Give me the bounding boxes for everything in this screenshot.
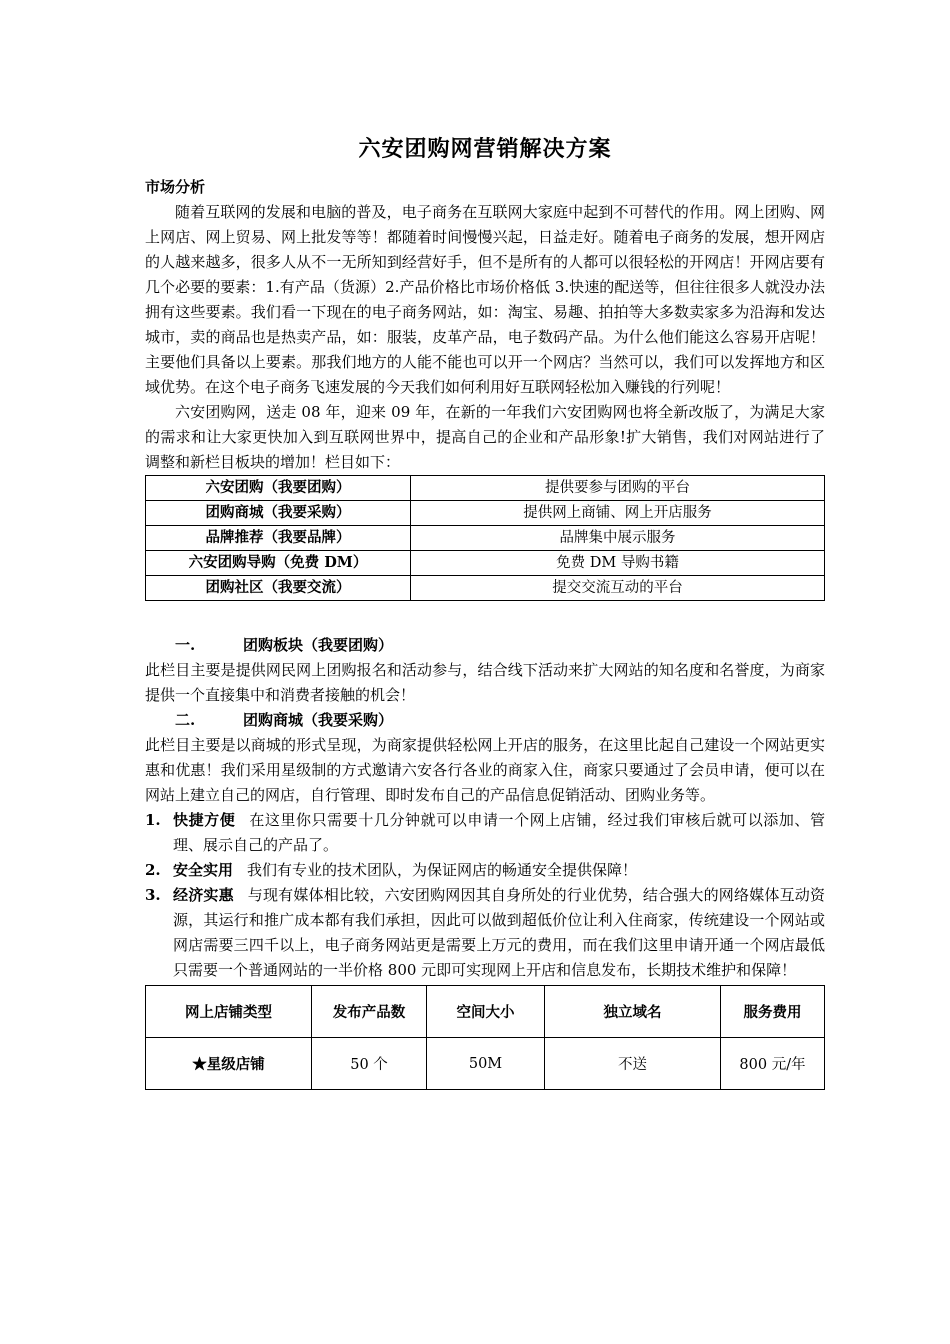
feature-term: 经济实惠: [173, 886, 234, 904]
column-name: 六安团购导购（免费 DM）: [146, 551, 411, 576]
column-desc: 提供要参与团购的平台: [411, 476, 825, 501]
column-desc: 品牌集中展示服务: [411, 526, 825, 551]
column-desc: 提供网上商铺、网上开店服务: [411, 501, 825, 526]
list-item: [145, 883, 825, 983]
feature-number: 1.: [145, 811, 161, 829]
table-row: [146, 526, 825, 551]
header-cell: 服务费用: [721, 986, 825, 1038]
table-cell: ★星级店铺: [146, 1038, 312, 1090]
column-name: 品牌推荐（我要品牌）: [146, 526, 411, 551]
table-header-row: [146, 986, 825, 1038]
market-paragraph-1: 随着互联网的发展和电脑的普及，电子商务在互联网大家庭中起到不可替代的作用。网上团购、网上网店、网上贸易、网上批发等等！都随着时间慢慢兴起，日益走好。随着电子商务的发展，想开网店的人越来越多，很多人从不一无所知到经营好手，但不是所有的人都可以很轻松的开网店！开网店要有几个必要的要素：1.有产品（货源）2.产品价格比市场价格低 3.快速的配送等，但往往很多人就没办法拥有这些要素。我们看一下现在的电子商务网站，如：淘宝、易趣、拍拍等大多数卖家多为沿海和发达城市，卖的商品也是热卖产品，如：服装，皮革产品，电子数码产品。为什么他们能这么容易开店呢！主要他们具备以上要素。那我们地方的人能不能也可以开一个网店？当然可以，我们可以发挥地方和区域优势。在这个电子商务飞速发展的今天我们如何利用好互联网轻松加入赚钱的行列呢！: [145, 203, 825, 396]
section-1-text: 此栏目主要是提供网民网上团购报名和活动参与，结合线下活动来扩大网站的知名度和名誉度，为商家提供一个直接集中和消费者接触的机会！: [145, 661, 825, 704]
column-desc: 提交交流互动的平台: [411, 576, 825, 601]
header-cell: 发布产品数: [312, 986, 427, 1038]
table-cell: 50 个: [312, 1038, 427, 1090]
column-name: 团购社区（我要交流）: [146, 576, 411, 601]
section-1-heading: [145, 633, 825, 658]
table-row: [146, 476, 825, 501]
document-body: [145, 132, 825, 1090]
table-row: [146, 551, 825, 576]
header-cell: 独立域名: [545, 986, 721, 1038]
list-item: [145, 808, 825, 858]
table-row: [146, 576, 825, 601]
section-1-title: 团购板块（我要团购）: [243, 636, 394, 654]
feature-term: 安全实用: [173, 861, 234, 879]
table-cell: 800 元/年: [721, 1038, 825, 1090]
feature-number: 2.: [145, 861, 161, 879]
list-item: [145, 858, 825, 883]
shop-pricing-table: [145, 985, 825, 1090]
section-2-text: 此栏目主要是以商城的形式呈现，为商家提供轻松网上开店的服务，在这里比起自己建设一个网站更实惠和优惠！我们采用星级制的方式邀请六安各行各业的商家入住，商家只要通过了会员申请，便可以在网站上建立自己的网店，自行管理、即时发布自己的产品信息促销活动、团购业务等。: [145, 736, 825, 804]
table-cell: 50M: [427, 1038, 545, 1090]
feature-list: [145, 808, 825, 983]
table-cell: 不送: [545, 1038, 721, 1090]
column-name: 六安团购（我要团购）: [146, 476, 411, 501]
section-2-title: 团购商城（我要采购）: [243, 711, 394, 729]
feature-text: 我们有专业的技术团队，为保证网店的畅通安全提供保障！: [247, 861, 638, 879]
section-2-heading: [145, 708, 825, 733]
market-paragraph-2: 六安团购网，送走 08 年，迎来 09 年，在新的一年我们六安团购网也将全新改版了，为满足大家的需求和让大家更快加入到互联网世界中，提高自己的企业和产品形象!扩大销售，我们对网站进行了调整和新栏目板块的增加！栏目如下：: [145, 403, 825, 471]
columns-table: [145, 475, 825, 601]
section-2-number: 二.: [175, 711, 196, 729]
feature-text: 在这里你只需要十几分钟就可以申请一个网上店铺，经过我们审核后就可以添加、管理、展示自己的产品了。: [173, 811, 825, 854]
section-1-number: 一.: [175, 636, 196, 654]
feature-text: 与现有媒体相比较，六安团购网因其自身所处的行业优势，结合强大的网络媒体互动资源，其运行和推广成本都有我们承担，因此可以做到超低价位让利入住商家，传统建设一个网站或网店需要三四千以上，电子商务网站更是需要上万元的费用，而在我们这里申请开通一个网店最低只需要一个普通网站的一半价格 800 元即可实现网上开店和信息发布，长期技术维护和保障！: [173, 886, 825, 979]
document-title: 六安团购网营销解决方案: [358, 136, 612, 162]
table-row: [146, 501, 825, 526]
table-row: [146, 1038, 825, 1090]
header-cell: 空间大小: [427, 986, 545, 1038]
column-desc: 免费 DM 导购书籍: [411, 551, 825, 576]
market-heading: 市场分析: [145, 178, 206, 196]
feature-number: 3.: [145, 886, 161, 904]
feature-term: 快捷方便: [173, 811, 236, 829]
column-name: 团购商城（我要采购）: [146, 501, 411, 526]
header-cell: 网上店铺类型: [146, 986, 312, 1038]
